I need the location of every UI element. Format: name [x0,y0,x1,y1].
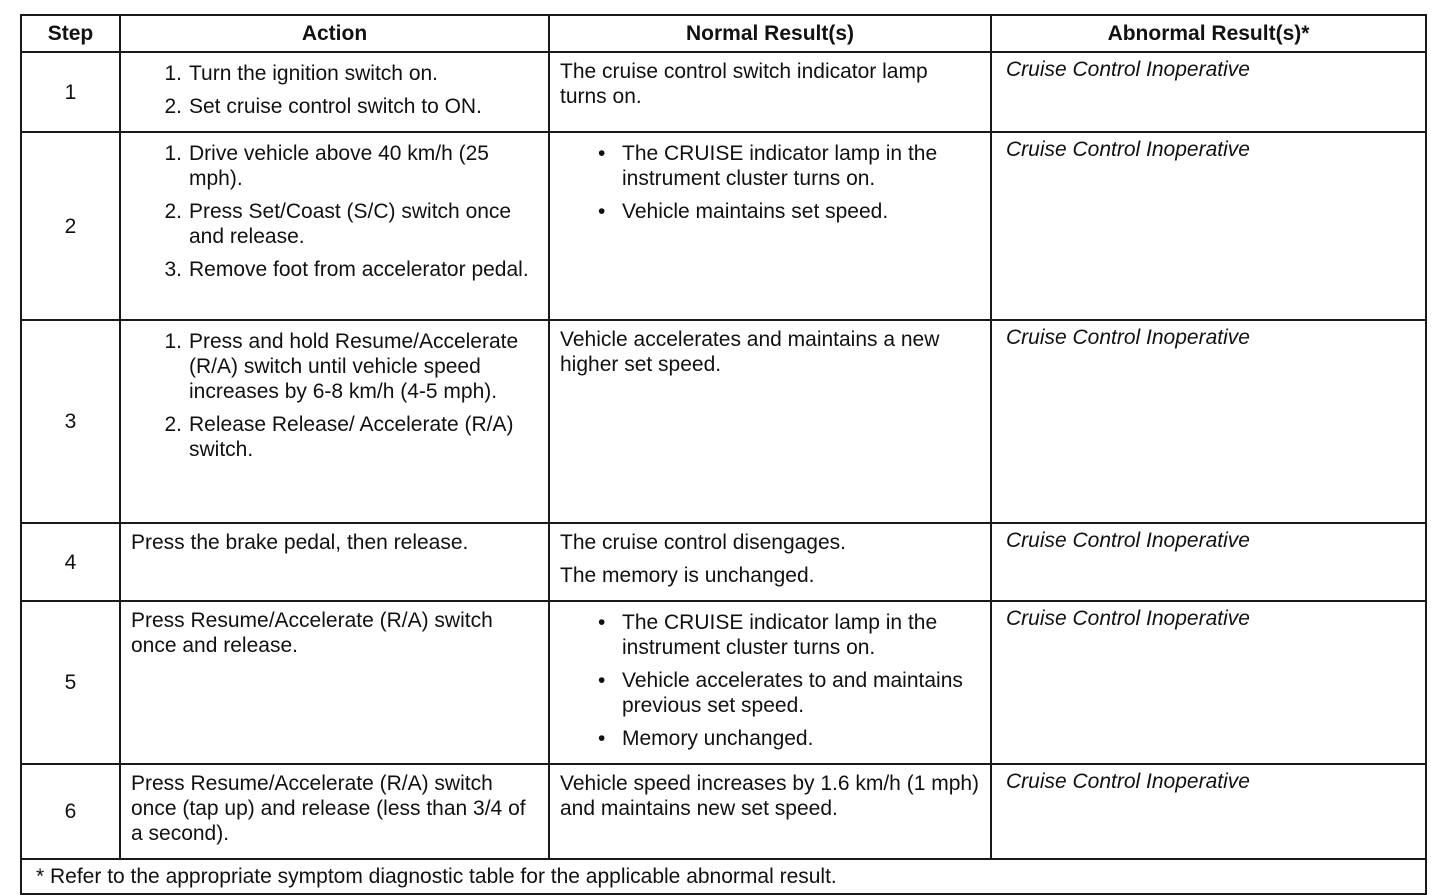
action-text: Press Resume/Accelerate (R/A) switch once and release. [131,609,493,657]
action-step-text: Drive vehicle above 40 km/h (25 mph). [189,142,489,190]
normal-result-cell [549,320,991,523]
action-step [156,61,538,86]
action-step-text: Turn the ignition switch on. [189,62,439,85]
header-action: Action [120,15,549,52]
header-abnormal-results: Abnormal Result(s)* [991,15,1426,52]
bullet-icon: • [598,669,606,692]
abnormal-result-text: Cruise Control Inoperative [1006,58,1250,81]
abnormal-result-cell [991,523,1426,601]
action-step-number: 2. [164,200,182,223]
abnormal-result-cell [991,132,1426,320]
normal-result-bullet [598,199,980,224]
action-cell [120,320,549,523]
action-step [156,412,538,462]
normal-result-bullet [598,668,980,718]
action-step-text: Press and hold Resume/Accelerate (R/A) switch until vehicle speed increases by 6-8 km/h (4-5 mph). [189,330,519,403]
bullet-icon: • [598,611,606,634]
step-number: 1 [21,52,120,132]
abnormal-result-text: Cruise Control Inoperative [1006,607,1250,630]
header-row [21,15,1426,52]
step-number: 6 [21,764,120,859]
step-number: 2 [21,132,120,320]
normal-result-cell [549,601,991,764]
action-step-number: 1. [164,62,182,85]
action-step-number: 2. [164,95,182,118]
table-row [21,764,1426,859]
table-row [21,601,1426,764]
table-body [21,52,1426,859]
normal-result-bullet [598,726,980,751]
normal-result-text: The CRUISE indicator lamp in the instrument cluster turns on. [622,611,938,659]
action-step-number: 3. [164,258,182,281]
normal-result-list [560,141,980,224]
action-step-number: 1. [164,142,182,165]
abnormal-result-cell [991,764,1426,859]
normal-result-text: Memory unchanged. [622,727,814,750]
action-step-number: 2. [164,413,182,436]
table-row [21,52,1426,132]
footnote-row [21,859,1426,894]
bullet-icon: • [598,142,606,165]
normal-result-text: Vehicle accelerates and maintains a new higher set speed. [560,328,940,376]
abnormal-result-text: Cruise Control Inoperative [1006,138,1250,161]
header-step: Step [21,15,120,52]
normal-result-cell [549,764,991,859]
normal-result-text: Vehicle accelerates to and maintains previous set speed. [622,669,963,717]
action-step [156,329,538,404]
action-cell [120,523,549,601]
normal-result-text: The CRUISE indicator lamp in the instrument cluster turns on. [622,142,938,190]
action-step-text: Release Release/ Accelerate (R/A) switch. [189,413,514,461]
table-row [21,132,1426,320]
abnormal-result-text: Cruise Control Inoperative [1006,770,1250,793]
action-cell [120,52,549,132]
normal-result-text: Vehicle speed increases by 1.6 km/h (1 mph) and maintains new set speed. [560,772,980,820]
normal-result-list [560,610,980,751]
action-cell [120,764,549,859]
normal-result-bullet [598,610,980,660]
action-text: Press Resume/Accelerate (R/A) switch once (tap up) and release (less than 3/4 of a second). [131,772,526,845]
action-list [131,61,538,119]
abnormal-result-cell [991,601,1426,764]
action-step [156,199,538,249]
table-row [21,523,1426,601]
normal-result-bullet [598,141,980,191]
normal-result-cell [549,523,991,601]
footnote: * Refer to the appropriate symptom diagnostic table for the applicable abnormal result. [21,859,1426,894]
header-normal-results: Normal Result(s) [549,15,991,52]
action-step-text: Set cruise control switch to ON. [189,95,482,118]
normal-result-cell [549,52,991,132]
abnormal-result-cell [991,52,1426,132]
action-step [156,257,538,282]
action-cell [120,601,549,764]
normal-result-cell [549,132,991,320]
abnormal-result-cell [991,320,1426,523]
action-step-text: Remove foot from accelerator pedal. [189,258,529,281]
normal-result-text: The cruise control switch indicator lamp turns on. [560,60,928,108]
action-list [131,329,538,462]
step-number: 4 [21,523,120,601]
action-step [156,94,538,119]
normal-result-text: Vehicle maintains set speed. [622,200,889,223]
diagnostic-table [20,14,1427,895]
step-number: 3 [21,320,120,523]
action-list [131,141,538,282]
action-step-number: 1. [164,330,182,353]
action-step [156,141,538,191]
abnormal-result-text: Cruise Control Inoperative [1006,529,1250,552]
table-row [21,320,1426,523]
action-step-text: Press Set/Coast (S/C) switch once and release. [189,200,512,248]
action-text: Press the brake pedal, then release. [131,531,469,554]
normal-result-text: The cruise control disengages. [560,531,846,554]
abnormal-result-text: Cruise Control Inoperative [1006,326,1250,349]
bullet-icon: • [598,727,606,750]
step-number: 5 [21,601,120,764]
normal-result-text: The memory is unchanged. [560,564,815,587]
action-cell [120,132,549,320]
bullet-icon: • [598,200,606,223]
